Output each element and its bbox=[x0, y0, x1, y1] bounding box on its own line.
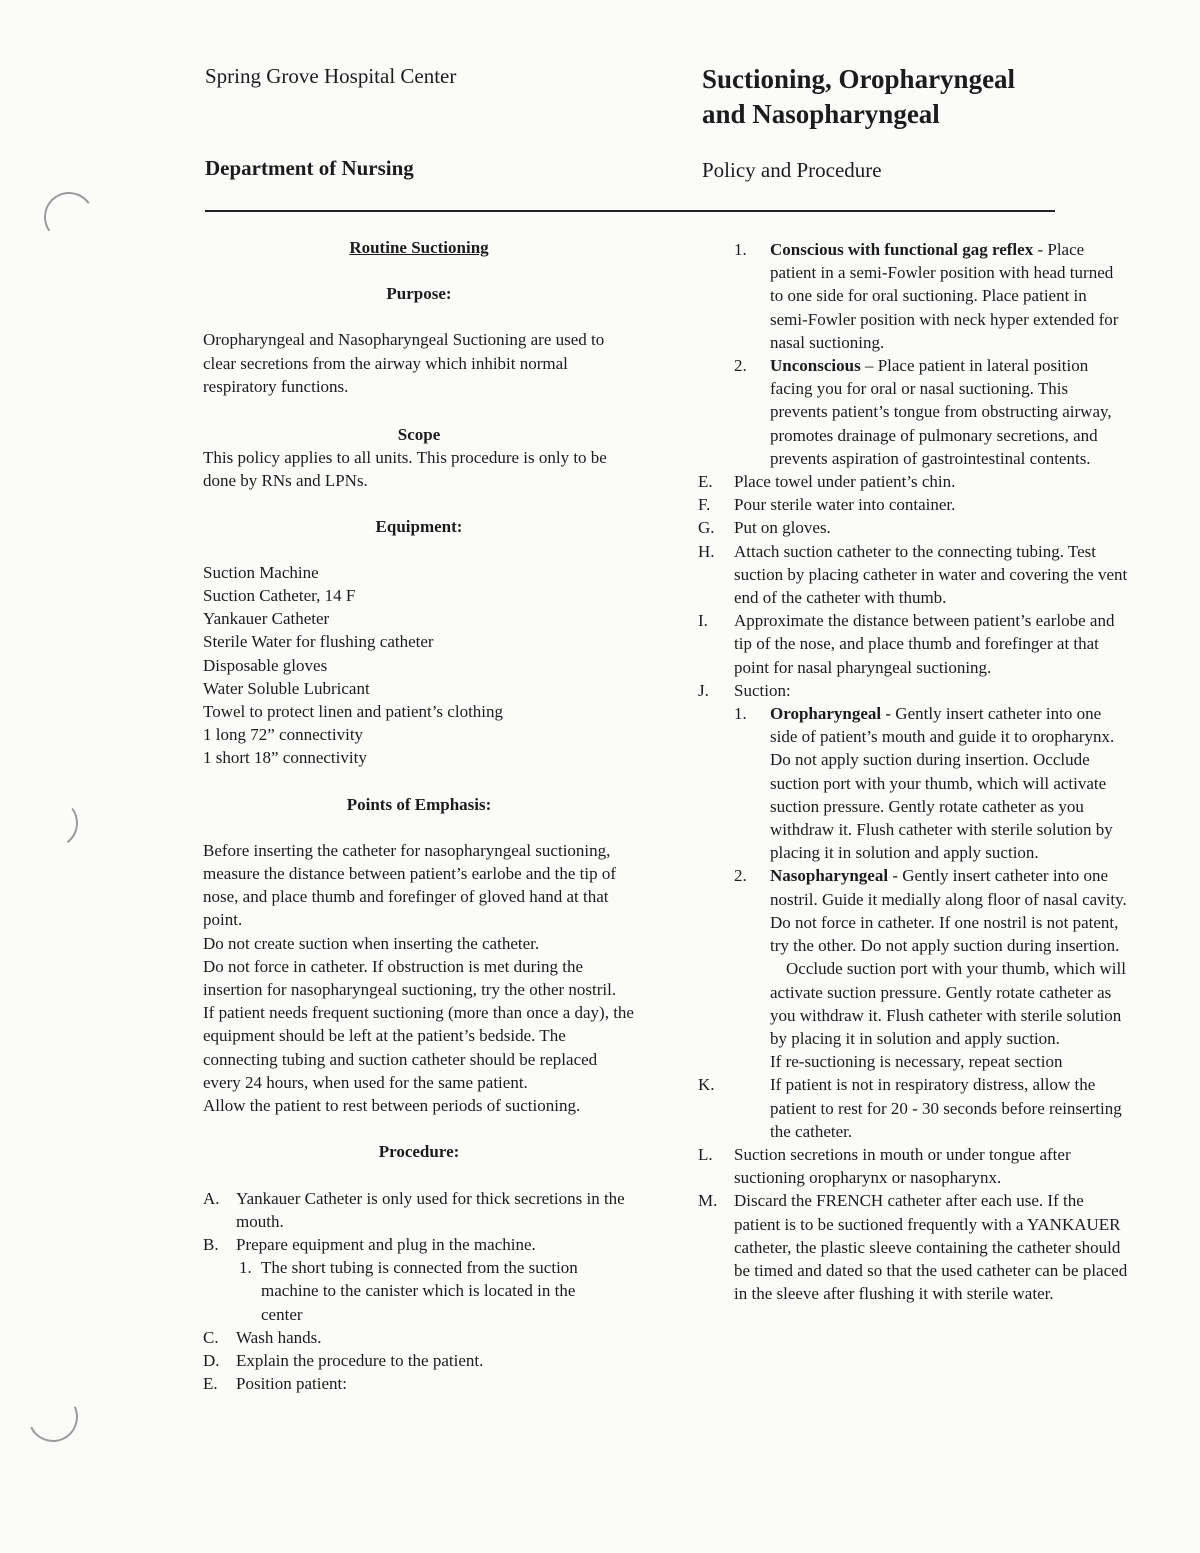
list-item: Water Soluble Lubricant bbox=[203, 678, 370, 698]
step-marker: H. bbox=[698, 541, 715, 561]
binder-hole-top bbox=[40, 188, 98, 246]
step-body: - Gently insert catheter into one side of patient’s mouth and guide it to oropharynx. Do not apply suction during insertion. Occlude suction port with your thumb, which will activate suction pressure. Gently rotate catheter as you withdraw it. Flush catheter with sterile solution by placing it in solution and apply suction. bbox=[770, 704, 1115, 863]
procedure-step bbox=[203, 1233, 635, 1256]
title-line-1: Suctioning, Oropharyngeal bbox=[702, 64, 1016, 94]
binder-hole-middle bbox=[25, 795, 81, 851]
step-marker: A. bbox=[203, 1188, 220, 1208]
step-label: Conscious with functional gag reflex bbox=[770, 240, 1034, 259]
step-marker: 1. bbox=[239, 1258, 252, 1278]
emphasis-item: If patient needs frequent suctioning (more than once a day), the equipment should be left at the patient’s bedside. The connecting tubing and suction catheter should be replaced every 24 hours, when used for the same patient. bbox=[203, 1003, 634, 1092]
procedure-step bbox=[698, 1073, 1128, 1143]
step-text: Position patient: bbox=[236, 1374, 347, 1394]
procedure-step bbox=[698, 540, 1128, 610]
list-item: Sterile Water for flushing catheter bbox=[203, 632, 434, 652]
purpose-text: Oropharyngeal and Nasopharyngeal Suctioning are used to clear secretions from the airway which inhibit normal respiratory functions. bbox=[203, 330, 605, 396]
step-marker: D. bbox=[203, 1350, 220, 1370]
procedure-substep bbox=[698, 238, 1128, 354]
list-item: 1 short 18” connectivity bbox=[203, 748, 367, 768]
left-column bbox=[203, 236, 635, 1395]
title-line-2: and Nasopharyngeal bbox=[702, 99, 940, 129]
procedure-heading: Procedure: bbox=[378, 1142, 460, 1162]
list-item: Yankauer Catheter bbox=[203, 609, 330, 629]
step-marker: 2. bbox=[734, 866, 747, 886]
step-marker: B. bbox=[203, 1234, 219, 1254]
hospital-name: Spring Grove Hospital Center bbox=[205, 64, 457, 88]
step-text: Pour sterile water into container. bbox=[734, 495, 956, 515]
document-title bbox=[702, 62, 1142, 132]
list-item: 1 long 72” connectivity bbox=[203, 725, 364, 745]
procedure-step bbox=[698, 1189, 1128, 1305]
step-label: Nasopharyngeal bbox=[770, 866, 889, 886]
step-marker: G. bbox=[698, 518, 715, 538]
emphasis-item: Do not create suction when inserting the catheter. bbox=[203, 933, 540, 953]
step-text: Yankauer Catheter is only used for thick secretions in the mouth. bbox=[236, 1188, 625, 1231]
step-marker: C. bbox=[203, 1327, 219, 1347]
step-text: Wash hands. bbox=[236, 1327, 322, 1347]
emphasis-item: Before inserting the catheter for nasopharyngeal suctioning, measure the distance between patient’s earlobe and the tip of nose, and place thumb and forefinger of gloved hand at that point. bbox=[203, 840, 617, 930]
procedure-step bbox=[698, 516, 1128, 539]
procedure-step bbox=[203, 1187, 635, 1233]
emphasis-list bbox=[203, 839, 635, 1117]
list-item: Towel to protect linen and patient’s clothing bbox=[203, 702, 504, 722]
step-continuation: Occlude suction port with your thumb, which will activate suction pressure. Gently rotate catheter as you withdraw it. Flush catheter with sterile solution by placing it in solution and apply suction. bbox=[770, 959, 1126, 1048]
procedure-step bbox=[698, 609, 1128, 679]
binder-hole-bottom bbox=[21, 1385, 85, 1449]
step-body: – Place patient in lateral position facing you for oral or nasal suctioning. This prevents patient’s tongue from obstructing airway, promotes drainage of pulmonary secretions, and prevents aspiration of gastrointestinal contents. bbox=[770, 356, 1112, 468]
procedure-step bbox=[203, 1349, 635, 1372]
scope-text: This policy applies to all units. This procedure is only to be done by RNs and LPNs. bbox=[203, 448, 607, 491]
step-marker: 1. bbox=[734, 240, 747, 259]
step-text bbox=[770, 238, 1128, 354]
step-text bbox=[770, 702, 1128, 864]
step-continuation: If re-suctioning is necessary, repeat section bbox=[770, 1052, 1063, 1072]
procedure-list bbox=[203, 1187, 635, 1396]
list-item: Suction Catheter, 14 F bbox=[203, 586, 356, 606]
step-text: Attach suction catheter to the connecting tubing. Test suction by placing catheter in water and covering the vent end of the catheter with thumb. bbox=[734, 541, 1128, 608]
emphasis-item: Allow the patient to rest between periods of suctioning. bbox=[203, 1096, 581, 1116]
step-text: Place towel under patient’s chin. bbox=[734, 472, 956, 492]
step-text: Suction secretions in mouth or under tongue after suctioning oropharynx or nasopharynx. bbox=[734, 1144, 1071, 1188]
purpose-heading: Purpose: bbox=[386, 284, 452, 304]
step-marker: E. bbox=[698, 472, 713, 492]
step-marker: K. bbox=[698, 1075, 715, 1095]
step-text: Explain the procedure to the patient. bbox=[236, 1350, 484, 1370]
equipment-heading: Equipment: bbox=[375, 516, 463, 536]
procedure-step bbox=[698, 1143, 1128, 1189]
step-text: Put on gloves. bbox=[734, 518, 831, 538]
procedure-step bbox=[698, 679, 1128, 702]
header-divider bbox=[205, 210, 1055, 212]
procedure-substep bbox=[698, 864, 1128, 957]
list-item: Disposable gloves bbox=[203, 655, 328, 675]
step-text bbox=[770, 354, 1128, 470]
procedure-substep bbox=[203, 1256, 635, 1326]
step-marker: L. bbox=[698, 1144, 713, 1164]
emphasis-item: Do not force in catheter. If obstruction is met during the insertion for nasopharyngeal suctioning, try the other nostril. bbox=[203, 956, 617, 1000]
step-body: - Gently insert catheter into one nostril. Guide it medially along floor of nasal cavity. Do not force in catheter. If one nostril is not patent, try the other. Do not apply suction during insertion. bbox=[770, 866, 1127, 956]
equipment-list bbox=[203, 561, 635, 770]
procedure-substep bbox=[698, 354, 1128, 470]
procedure-step bbox=[203, 1326, 635, 1349]
right-column bbox=[698, 238, 1128, 1305]
scope-heading: Scope bbox=[397, 425, 441, 445]
step-text: The short tubing is connected from the suction machine to the canister which is located in the center bbox=[261, 1258, 578, 1324]
step-text: Approximate the distance between patient’s earlobe and tip of the nose, and place thumb and forefinger at that point for nasal pharyngeal suctioning. bbox=[734, 611, 1115, 677]
step-label: Unconscious bbox=[770, 356, 861, 376]
step-text: Discard the FRENCH catheter after each use. If the patient is to be suctioned frequently with a YANKAUER catheter, the plastic sleeve containing the catheter should be timed and dated so that the used catheter can be placed in the sleeve after flushing it with sterile water. bbox=[734, 1191, 1128, 1304]
step-body: - Place patient in a semi-Fowler position with head turned to one side for oral suctioning. Place patient in semi-Fowler position with neck hyper extended for nasal suctioning. bbox=[770, 240, 1119, 352]
section-title: Routine Suctioning bbox=[349, 238, 489, 257]
step-marker: F. bbox=[698, 495, 711, 515]
step-marker: J. bbox=[698, 680, 709, 700]
step-marker: 2. bbox=[734, 356, 747, 376]
procedure-step bbox=[698, 493, 1128, 516]
procedure-step bbox=[203, 1372, 635, 1395]
step-marker: E. bbox=[203, 1374, 218, 1394]
step-marker: I. bbox=[698, 611, 708, 631]
procedure-substep bbox=[698, 702, 1128, 864]
step-text bbox=[770, 864, 1128, 957]
step-label: Oropharyngeal bbox=[770, 704, 882, 724]
step-marker: 1. bbox=[734, 704, 747, 724]
step-marker: M. bbox=[698, 1191, 718, 1211]
list-item: Suction Machine bbox=[203, 562, 319, 582]
step-text: If patient is not in respiratory distress, allow the patient to rest for 20 - 30 seconds before reinserting the catheter. bbox=[770, 1075, 1122, 1141]
step-text: Prepare equipment and plug in the machine. bbox=[236, 1234, 536, 1254]
step-text: Suction: bbox=[734, 680, 791, 700]
procedure-step bbox=[698, 470, 1128, 493]
department-name: Department of Nursing bbox=[205, 156, 414, 180]
emphasis-heading: Points of Emphasis: bbox=[346, 794, 492, 814]
document-type: Policy and Procedure bbox=[702, 158, 882, 182]
